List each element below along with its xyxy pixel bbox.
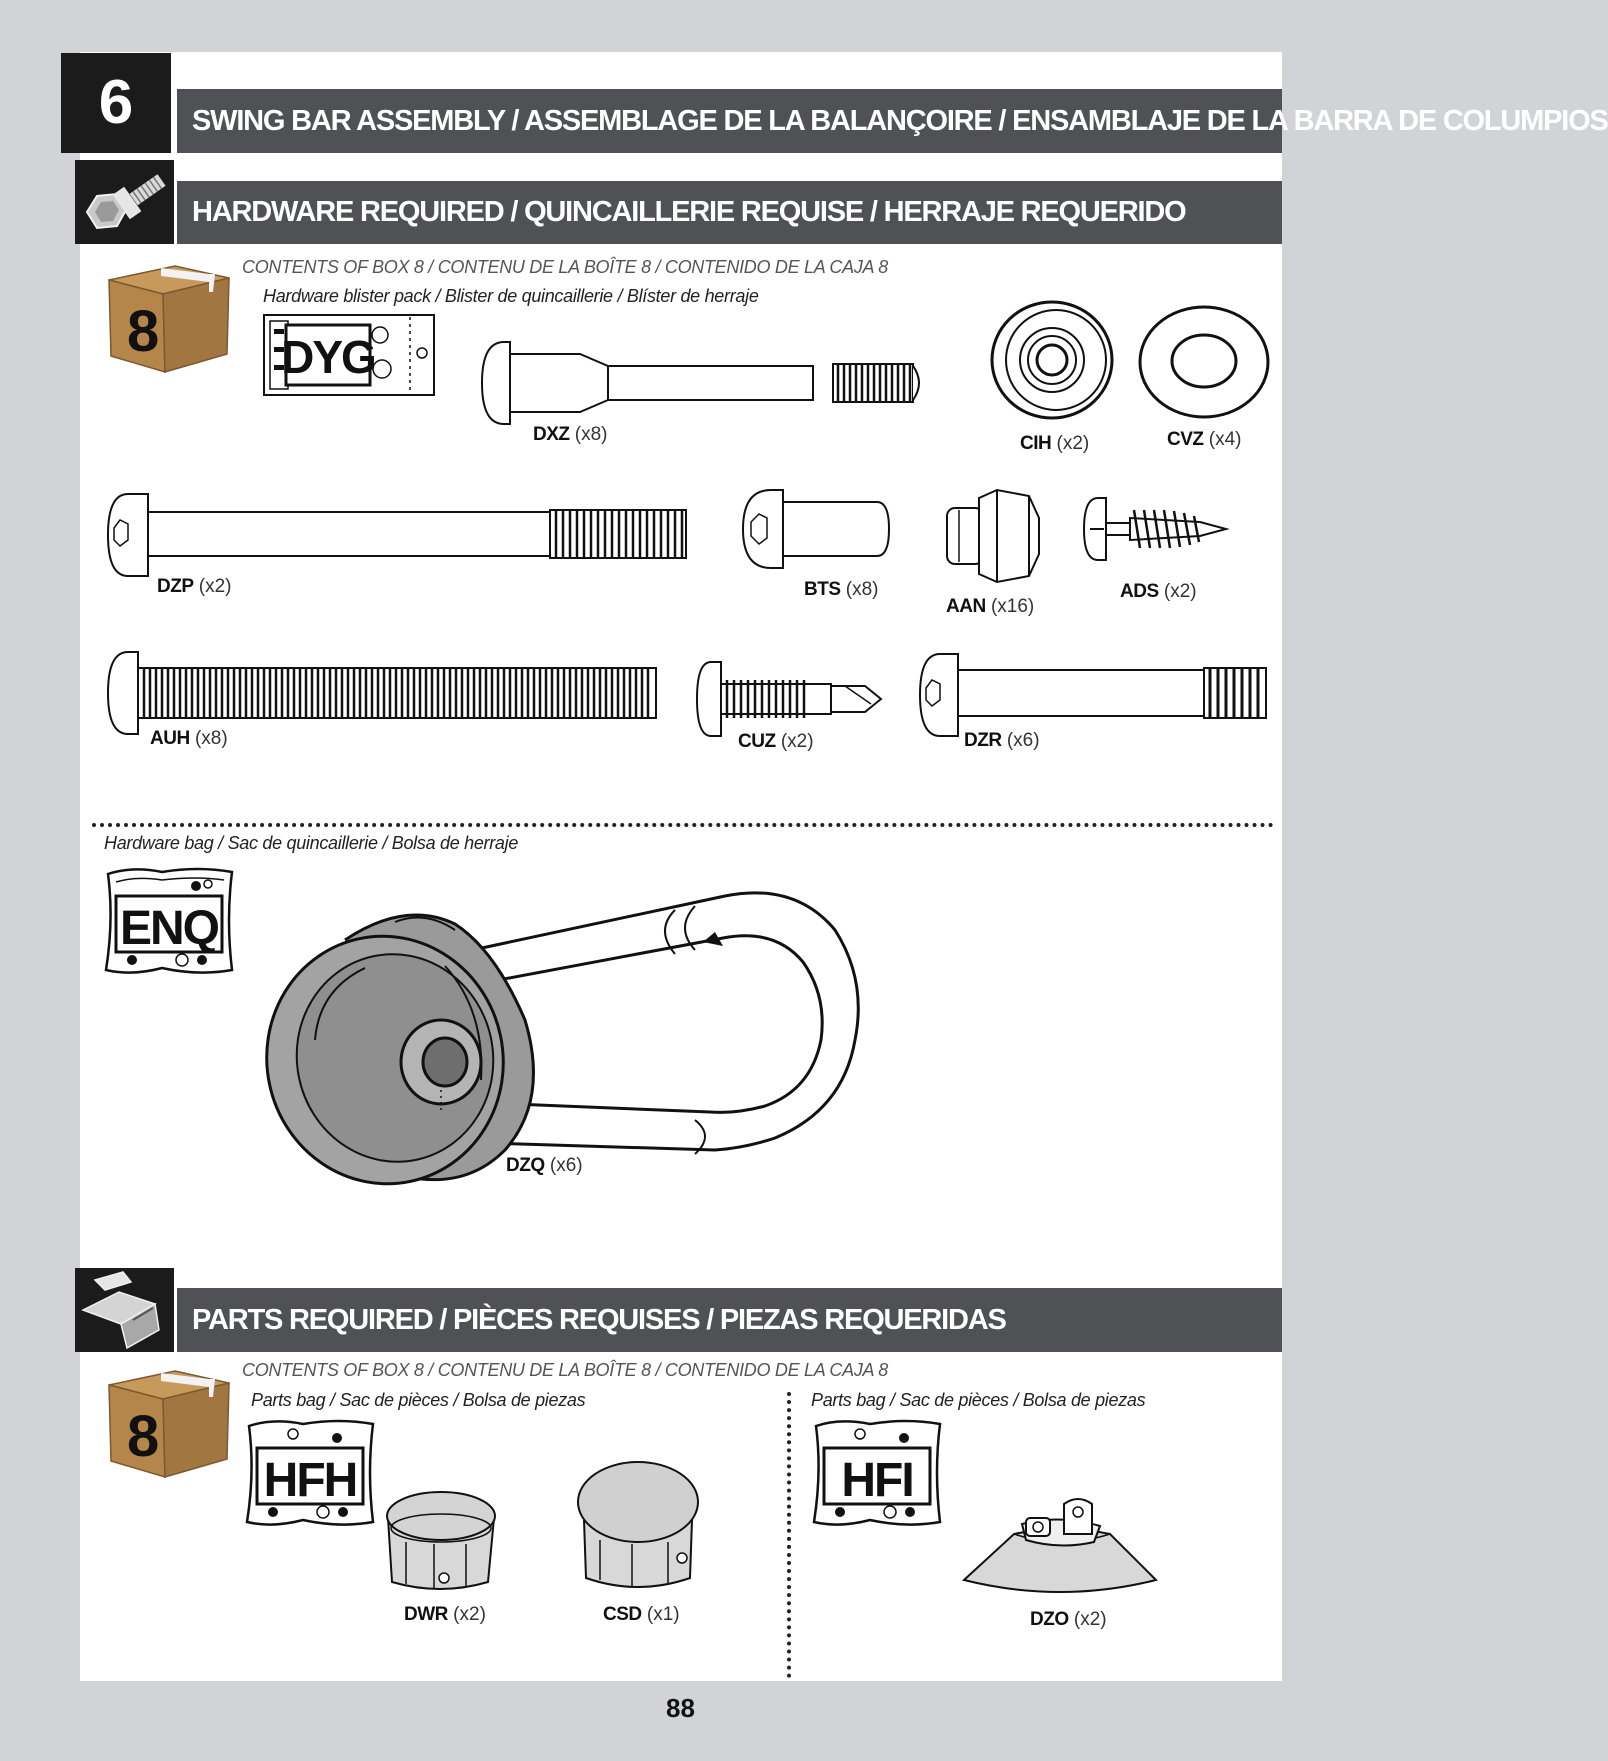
part-label-auh: AUH (x8) [150,728,228,749]
part-label-dzo: DZO (x2) [1030,1609,1107,1630]
parts-bag-icon [243,1416,377,1530]
box-icon [105,258,233,376]
part-label-dzp: DZP (x2) [157,576,232,597]
end-cap-dwr [384,1488,498,1596]
part-label-dwr: DWR (x2) [404,1604,486,1625]
blister-code: DYG [281,331,375,383]
box-icon [105,1363,233,1481]
part-label-bts: BTS (x8) [804,579,879,600]
hardware-bag-icon [102,864,236,978]
bolt-dzp [106,490,696,580]
cap-nut-aan [943,488,1043,584]
box-number: 8 [127,1404,160,1469]
hardware-bag-caption: Hardware bag / Sac de quincaillerie / Bolsa de herraje [104,833,519,853]
parts-icon-box [75,1268,174,1352]
step-number: 6 [61,53,171,153]
part-label-dxz: DXZ (x8) [533,424,608,445]
part-label-ads: ADS (x2) [1120,581,1197,602]
left-bag-code: HFH [263,1454,357,1507]
box-number: 8 [127,299,160,364]
section-divider [92,823,1274,827]
parts-bag-icon [810,1416,944,1530]
self-drill-screw-cuz [695,656,885,742]
parts-contents-caption: CONTENTS OF BOX 8 / CONTENU DE LA BOÎTE 8 / CONTENIDO DE LA CAJA 8 [242,1360,888,1380]
bolt-dxz [480,336,955,430]
swing-hanger-dzo [960,1494,1162,1600]
hardware-contents-caption: CONTENTS OF BOX 8 / CONTENU DE LA BOÎTE 8 / CONTENIDO DE LA CAJA 8 [242,257,888,277]
right-bag-code: HFI [841,1454,913,1507]
end-cap-csd [576,1460,700,1596]
blister-pack-icon [262,313,437,397]
step-title: SWING BAR ASSEMBLY / ASSEMBLAGE DE LA BALANÇOIRE / ENSAMBLAJE DE LA BARRA DE COLUMPIOS [177,89,1282,153]
part-label-dzr: DZR (x6) [964,730,1040,751]
hardware-bag-code: ENQ [119,902,219,955]
barrel-nut-bts [741,488,891,570]
page-number: 88 [666,1693,695,1723]
part-label-cvz: CVZ (x4) [1167,429,1242,450]
bolt-auh [106,648,661,738]
hardware-icon-box [75,160,174,244]
part-label-aan: AAN (x16) [946,596,1035,617]
left-parts-bag-caption: Parts bag / Sac de pièces / Bolsa de piezas [251,1390,586,1410]
blister-pack-caption: Hardware blister pack / Blister de quincaillerie / Blíster de herraje [263,286,759,306]
hardware-title: HARDWARE REQUIRED / QUINCAILLERIE REQUISE / HERRAJE REQUERIDO [177,181,1282,244]
part-label-csd: CSD (x1) [603,1604,680,1625]
bracket-icon [75,1268,174,1352]
part-label-cuz: CUZ (x2) [738,731,814,752]
right-parts-bag-caption: Parts bag / Sac de pièces / Bolsa de piezas [811,1390,1146,1410]
bushing-cih [990,300,1115,425]
swing-roller-dzq [255,870,875,1190]
parts-title: PARTS REQUIRED / PIÈCES REQUISES / PIEZAS REQUERIDAS [177,1288,1282,1352]
part-label-cih: CIH (x2) [1020,433,1090,454]
washer-cvz [1138,304,1270,420]
part-label-dzq: DZQ (x6) [506,1155,583,1176]
parts-divider [787,1392,791,1678]
bolt-dzr [918,650,1273,740]
lag-screw-ads [1082,496,1228,562]
bolt-nut-icon [75,160,174,244]
